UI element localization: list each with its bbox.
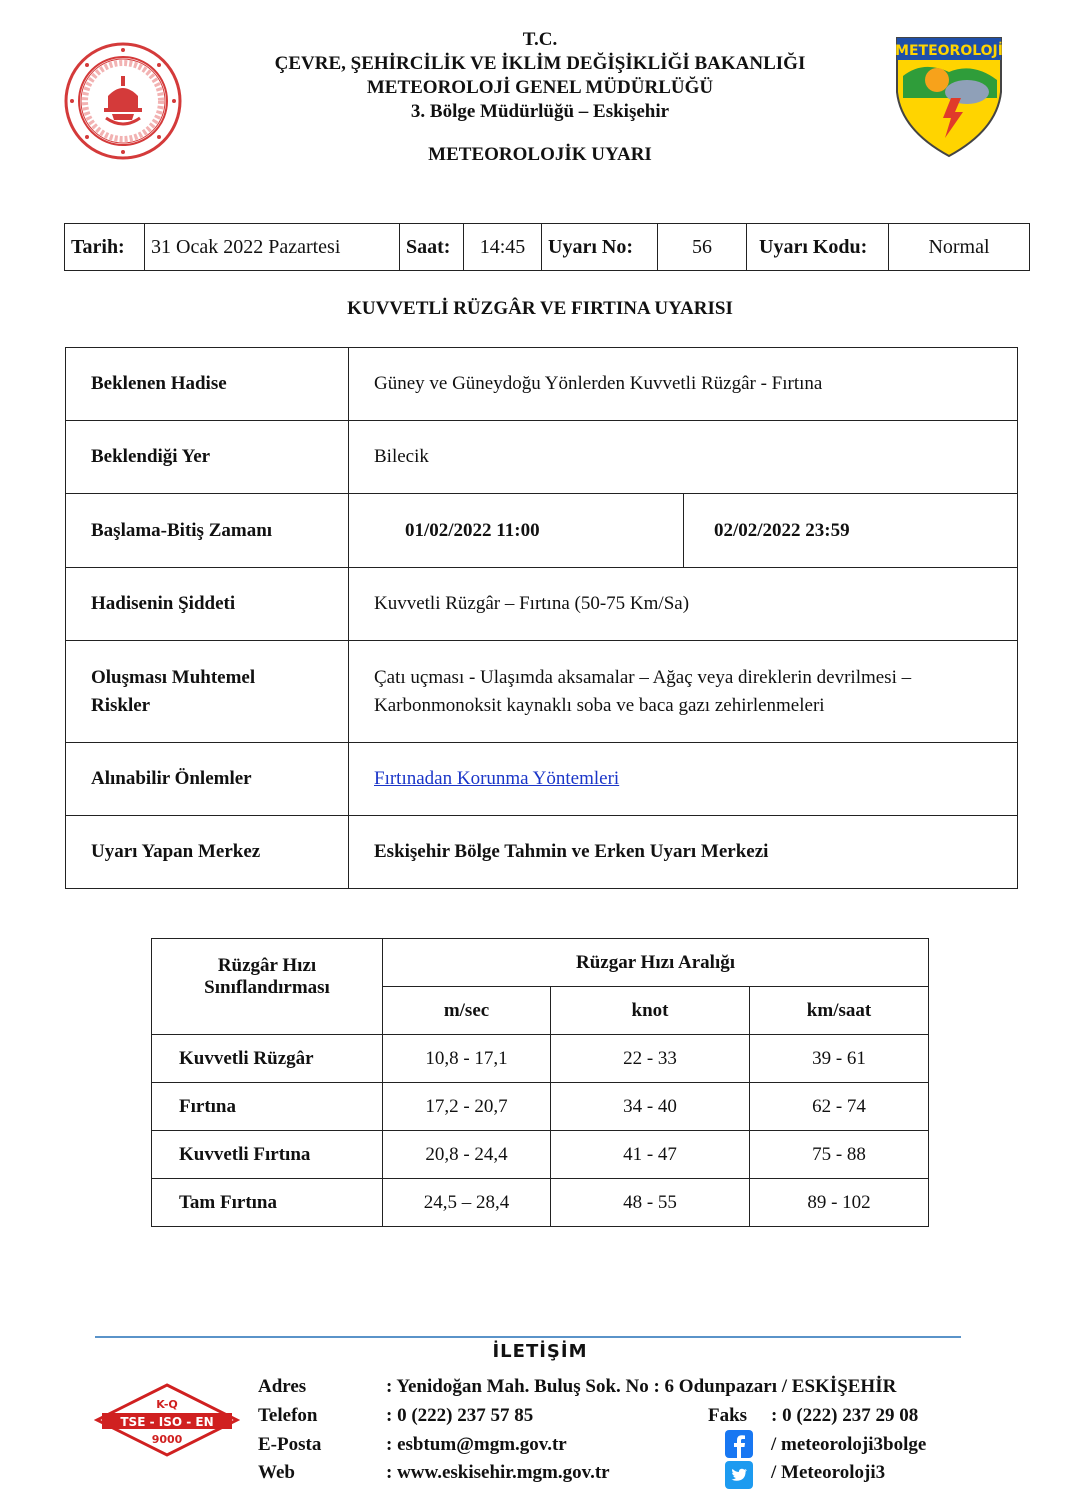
tse-text-middle: TSE - ISO - EN xyxy=(120,1415,214,1429)
warning-info-strip xyxy=(64,223,1030,271)
meteoroloji-shield-logo xyxy=(893,32,1005,160)
wind-kmh-value: 75 - 88 xyxy=(750,1131,929,1179)
wind-class-header-line1: Rüzgâr Hızı xyxy=(217,955,317,976)
wind-knot-value: 41 - 47 xyxy=(551,1131,750,1179)
measures-label: Alınabilir Önlemler xyxy=(66,743,349,816)
place-value: Bilecik xyxy=(349,421,1018,494)
twitter-icon[interactable] xyxy=(725,1461,753,1489)
date-label: Tarih: xyxy=(65,224,145,271)
wind-class-name: Kuvvetli Rüzgâr xyxy=(152,1035,383,1083)
wind-kmh-value: 89 - 102 xyxy=(750,1179,929,1227)
wind-ms-value: 24,5 – 28,4 xyxy=(383,1179,551,1227)
table-row xyxy=(152,1083,929,1131)
risks-label-line2: Riskler xyxy=(91,694,151,716)
risks-value-line1: Çatı uçması - Ulaşımda aksamalar – Ağaç veya direklerin devrilmesi – xyxy=(374,666,912,688)
risks-value-line2: Karbonmonoksit kaynaklı soba ve baca gazı zehirlenmeleri xyxy=(374,694,825,716)
date-value: 31 Ocak 2022 Pazartesi xyxy=(145,224,400,271)
warning-section-title: KUVVETLİ RÜZGÂR VE FIRTINA UYARISI xyxy=(347,298,733,319)
ministry-seal-logo xyxy=(62,40,184,162)
event-value: Güney ve Güneydoğu Yönlerden Kuvvetli Rüzgâr - Fırtına xyxy=(349,348,1018,421)
logo-text: METEOROLOJİ xyxy=(895,43,1003,59)
header-directorate: METEOROLOJİ GENEL MÜDÜRLÜĞÜ xyxy=(366,77,714,98)
wind-ms-value: 20,8 - 24,4 xyxy=(383,1131,551,1179)
wind-kmh-value: 39 - 61 xyxy=(750,1035,929,1083)
risks-value xyxy=(349,641,1018,743)
wind-knot-value: 48 - 55 xyxy=(551,1179,750,1227)
tse-text-bottom: 9000 xyxy=(151,1433,183,1446)
wind-knot-value: 22 - 33 xyxy=(551,1035,750,1083)
wind-knot-value: 34 - 40 xyxy=(551,1083,750,1131)
phone-value: : 0 (222) 237 57 85 xyxy=(386,1405,534,1426)
email-label: E-Posta xyxy=(258,1434,322,1455)
wind-class-name: Tam Fırtına xyxy=(152,1179,383,1227)
issuing-center-value: Eskişehir Bölge Tahmin ve Erken Uyarı Merkezi xyxy=(349,816,1018,889)
place-label: Beklendiği Yer xyxy=(66,421,349,494)
warning-code-label: Uyarı Kodu: xyxy=(747,224,889,271)
risks-label xyxy=(66,641,349,743)
wind-class-name: Fırtına xyxy=(152,1083,383,1131)
header-region: 3. Bölge Müdürlüğü – Eskişehir xyxy=(410,101,670,122)
tse-iso-certificate-logo xyxy=(94,1382,240,1458)
twitter-handle[interactable]: / Meteoroloji3 xyxy=(771,1462,886,1483)
time-label: Saat: xyxy=(400,224,464,271)
header-ministry: ÇEVRE, ŞEHİRCİLİK VE İKLİM DEĞİŞİKLİĞİ BAKANLIĞI xyxy=(274,53,806,74)
unit-header-kmh: km/saat xyxy=(750,987,929,1035)
severity-label: Hadisenin Şiddeti xyxy=(66,568,349,641)
start-time: 01/02/2022 11:00 xyxy=(349,494,684,568)
header-tc: T.C. xyxy=(522,29,558,50)
warning-code-value: Normal xyxy=(889,224,1030,271)
phone-label: Telefon xyxy=(258,1405,318,1426)
fax-value: : 0 (222) 237 29 08 xyxy=(771,1405,919,1426)
wind-speed-table xyxy=(151,938,929,1227)
footer-divider xyxy=(95,1336,961,1338)
wind-kmh-value: 62 - 74 xyxy=(750,1083,929,1131)
issuing-center-label: Uyarı Yapan Merkez xyxy=(66,816,349,889)
web-value[interactable]: : www.eskisehir.mgm.gov.tr xyxy=(386,1462,610,1483)
web-label: Web xyxy=(258,1462,295,1483)
facebook-icon[interactable] xyxy=(725,1430,753,1458)
wind-class-name: Kuvvetli Fırtına xyxy=(152,1131,383,1179)
warning-no-label: Uyarı No: xyxy=(542,224,658,271)
unit-header-ms: m/sec xyxy=(383,987,551,1035)
document-title: METEOROLOJİK UYARI xyxy=(428,144,652,165)
warning-no-value: 56 xyxy=(658,224,747,271)
table-row xyxy=(152,1131,929,1179)
fax-label: Faks xyxy=(708,1405,748,1426)
severity-value: Kuvvetli Rüzgâr – Fırtına (50-75 Km/Sa) xyxy=(349,568,1018,641)
address-value: : Yenidoğan Mah. Buluş Sok. No : 6 Odunpazarı / ESKİŞEHİR xyxy=(386,1376,897,1397)
risks-label-line1: Oluşması Muhtemel xyxy=(91,666,256,688)
address-label: Adres xyxy=(258,1376,307,1397)
end-time: 02/02/2022 23:59 xyxy=(684,494,1018,568)
contact-title: İLETİŞİM xyxy=(492,1341,588,1362)
unit-header-knot: knot xyxy=(551,987,750,1035)
table-row xyxy=(152,1035,929,1083)
institution-header xyxy=(240,28,840,124)
wind-range-header: Rüzgar Hızı Aralığı xyxy=(383,939,929,987)
wind-ms-value: 10,8 - 17,1 xyxy=(383,1035,551,1083)
tse-text-top: K-Q xyxy=(156,1398,178,1411)
event-label: Beklenen Hadise xyxy=(66,348,349,421)
wind-class-header xyxy=(152,939,383,1035)
storm-protection-link[interactable]: Fırtınadan Korunma Yöntemleri xyxy=(374,768,620,789)
facebook-handle[interactable]: / meteoroloji3bolge xyxy=(771,1434,927,1455)
email-value[interactable]: : esbtum@mgm.gov.tr xyxy=(386,1434,567,1455)
wind-class-header-line2: Sınıflandırması xyxy=(204,977,330,998)
time-range-label: Başlama-Bitiş Zamanı xyxy=(66,494,349,568)
time-value: 14:45 xyxy=(464,224,542,271)
table-row xyxy=(152,1179,929,1227)
wind-ms-value: 17,2 - 20,7 xyxy=(383,1083,551,1131)
measures-cell xyxy=(349,743,1018,816)
warning-details-table xyxy=(65,347,1018,889)
